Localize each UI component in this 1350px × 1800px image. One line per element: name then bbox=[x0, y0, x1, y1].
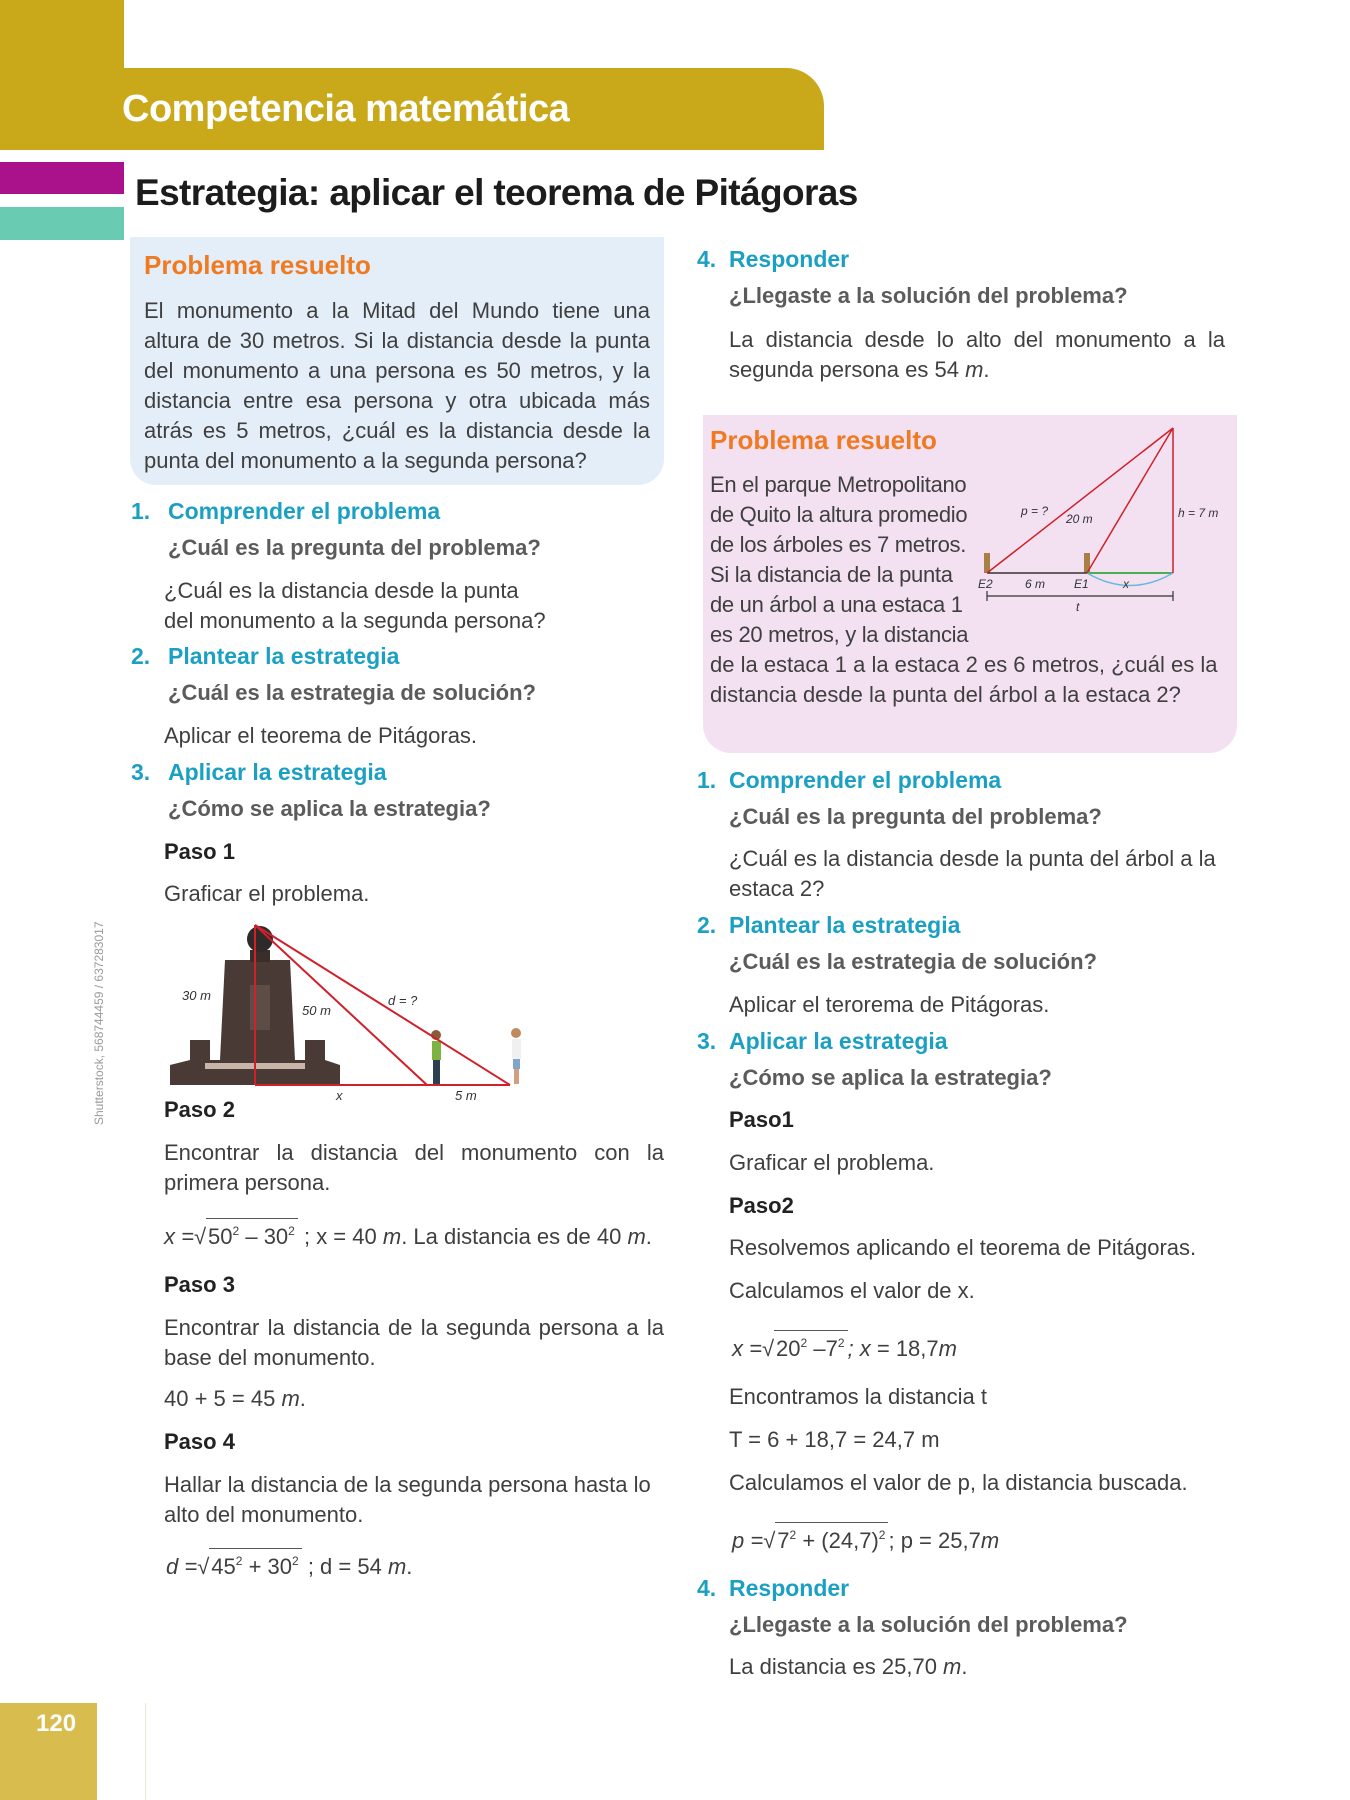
radicand: $45^2 + 30^2$ bbox=[209, 1548, 301, 1579]
step-number: 3. bbox=[697, 1028, 717, 1054]
step-4-top-question: ¿Llegaste a la solución del problema? bbox=[729, 283, 1128, 308]
height-label: 30 m bbox=[182, 988, 211, 1003]
t-formula: T = 6 + 18,7 = 24,7 m bbox=[729, 1427, 940, 1452]
monument-illustration bbox=[150, 915, 530, 1105]
step-2-answer: Aplicar el terorema de Pitágoras. bbox=[729, 992, 1050, 1017]
header-yellow-band bbox=[0, 0, 124, 150]
radicand: $7^2 + (24,7)^2$ bbox=[775, 1522, 888, 1553]
paso-2-text: Encontrar la distancia del monumento con la primera persona. bbox=[164, 1140, 664, 1195]
step-title: Plantear la estrategia bbox=[168, 643, 400, 669]
person-2-icon bbox=[511, 1028, 521, 1084]
step-2-heading bbox=[131, 643, 399, 670]
paso-2-line1: Resolvemos aplicando el teorema de Pitágoras. bbox=[729, 1235, 1197, 1260]
teal-tab bbox=[0, 207, 124, 240]
step-3-question: ¿Cómo se aplica la estrategia? bbox=[168, 796, 491, 821]
paso-2-label: Paso2 bbox=[729, 1193, 794, 1218]
problem-statement: El monumento a la Mitad del Mundo tiene una altura de 30 metros. Si la distancia desde la punta del monumento a una persona es 50 metros, y la distancia entre esa persona y otra ubicada más atrás es 5 metros, ¿cuál es la distancia desde la punta del monumento a la segunda persona? bbox=[144, 298, 650, 473]
paso-2-line5: Calculamos el valor de p, la distancia buscada. bbox=[729, 1470, 1188, 1495]
step-1-answer-line1: ¿Cuál es la distancia desde la punta bbox=[164, 578, 519, 603]
x-label: x bbox=[1123, 577, 1129, 591]
page-number: 120 bbox=[36, 1710, 77, 1737]
problem-box-heading: Problema resuelto bbox=[144, 250, 371, 280]
step-4-question: ¿Llegaste a la solución del problema? bbox=[729, 1612, 1128, 1637]
paso-3-formula: 40 + 5 = 45 m. bbox=[164, 1386, 306, 1411]
step-1-answer-line1: ¿Cuál es la distancia desde la punta del árbol a la bbox=[729, 846, 1216, 871]
step-2-answer: Aplicar el teorema de Pitágoras. bbox=[164, 723, 478, 748]
step-4-answer: La distancia es 25,70 m. bbox=[729, 1654, 968, 1679]
six-m-label: 6 m bbox=[1025, 577, 1046, 591]
paso-2-line2: Calculamos el valor de x. bbox=[729, 1278, 975, 1303]
p-label: p = ? bbox=[1021, 504, 1049, 518]
image-credit: Shutterstock, 568744459 / 637283017 bbox=[92, 921, 106, 1125]
step-number: 2. bbox=[697, 912, 717, 938]
step-4-top-answer: La distancia desde lo alto del monumento a la segunda persona es 54 m. bbox=[729, 327, 1225, 382]
radicand: $20^2$ $-7^2$ bbox=[774, 1330, 847, 1361]
gap-5m-label: 5 m bbox=[455, 1088, 477, 1103]
paso-1-label: Paso 1 bbox=[164, 839, 235, 864]
tree-problem-narrow-text: En el parque Metropolitano de Quito la altura promedio de los árboles es 7 metros. Si la distancia de la punta de un árbol a una estaca 1 es 20 metros, y la distancia bbox=[710, 472, 969, 647]
step-number: 4. bbox=[697, 1575, 717, 1601]
page-title: Estrategia: aplicar el teorema de Pitágoras bbox=[135, 172, 858, 213]
step-title: Comprender el problema bbox=[729, 767, 1002, 793]
step-2-heading bbox=[697, 912, 960, 939]
monument-diagram bbox=[150, 915, 530, 1105]
e1-label: E1 bbox=[1074, 577, 1089, 591]
tree-diagram bbox=[975, 418, 1230, 628]
radicand: $50^2 - 30^2$ bbox=[206, 1218, 298, 1249]
step-1-question: ¿Cuál es la pregunta del problema? bbox=[168, 535, 541, 560]
step-4-heading bbox=[697, 1575, 849, 1602]
x-formula: $x =√20^2$ $-7^2$ ; x = 18,7m bbox=[732, 1330, 957, 1362]
hypotenuse-20m-label: 20 m bbox=[1066, 512, 1093, 526]
gutter-divider bbox=[145, 1703, 146, 1800]
step-2-question: ¿Cuál es la estrategia de solución? bbox=[729, 949, 1097, 974]
hypotenuse-2-label: d = ? bbox=[388, 993, 418, 1008]
tree-triangle-illustration bbox=[975, 418, 1230, 628]
paso-1-text: Graficar el problema. bbox=[729, 1150, 935, 1175]
step-number: 1. bbox=[697, 767, 717, 793]
step-title: Plantear la estrategia bbox=[729, 912, 961, 938]
step-2-question: ¿Cuál es la estrategia de solución? bbox=[168, 680, 536, 705]
hypotenuse-1-label: 50 m bbox=[302, 1003, 331, 1018]
p-formula: $p =√7^2 + (24,7)^2$ ; p = 25,7m bbox=[732, 1522, 999, 1554]
paso-1-text: Graficar el problema. bbox=[164, 881, 370, 906]
step-title: Responder bbox=[729, 246, 850, 272]
paso-3-text: Encontrar la distancia de la segunda persona a la base del monumento. bbox=[164, 1315, 664, 1370]
step-number: 4. bbox=[697, 246, 717, 272]
step-number: 1. bbox=[131, 498, 151, 524]
paso-2-line3: Encontramos la distancia t bbox=[729, 1384, 988, 1409]
t-label: t bbox=[1076, 600, 1080, 614]
step-title: Aplicar la estrategia bbox=[168, 759, 387, 785]
paso-4-text: Hallar la distancia de la segunda persona hasta lo alto del monumento. bbox=[164, 1472, 651, 1527]
step-1-answer-line2: del monumento a la segunda persona? bbox=[164, 608, 546, 633]
step-3-question: ¿Cómo se aplica la estrategia? bbox=[729, 1065, 1052, 1090]
step-number: 3. bbox=[131, 759, 151, 785]
paso-2-label: Paso 2 bbox=[164, 1097, 235, 1122]
paso-3-label: Paso 3 bbox=[164, 1272, 235, 1297]
height-7m-label: h = 7 m bbox=[1178, 506, 1219, 520]
step-3-heading bbox=[697, 1028, 948, 1055]
paso-1-label: Paso1 bbox=[729, 1107, 794, 1132]
paso-2-formula: $x =√50^2 - 30^2$ ; x = 40 m. La distancia es de 40 m. bbox=[164, 1218, 652, 1250]
problem-box-heading: Problema resuelto bbox=[710, 425, 937, 455]
step-4-top-heading bbox=[697, 246, 849, 273]
step-title: Responder bbox=[729, 1575, 850, 1601]
step-number: 2. bbox=[131, 643, 151, 669]
step-1-heading bbox=[697, 767, 1001, 794]
base-x-label: x bbox=[336, 1088, 343, 1103]
paso-4-label: Paso 4 bbox=[164, 1429, 235, 1454]
e2-label: E2 bbox=[978, 577, 993, 591]
step-3-heading bbox=[131, 759, 387, 786]
paso-4-formula: $d =√45^2 + 30^2$ ; d = 54 m. bbox=[166, 1548, 412, 1580]
step-title: Aplicar la estrategia bbox=[729, 1028, 948, 1054]
step-1-heading bbox=[131, 498, 440, 525]
tree-problem-wide-text: de la estaca 1 a la estaca 2 es 6 metros, ¿cuál es la distancia desde la punta del árbol a la estaca 2? bbox=[710, 652, 1218, 707]
step-title: Comprender el problema bbox=[168, 498, 441, 524]
section-title: Competencia matemática bbox=[122, 88, 570, 130]
step-1-question: ¿Cuál es la pregunta del problema? bbox=[729, 804, 1102, 829]
step-1-answer-line2: estaca 2? bbox=[729, 876, 825, 901]
magenta-tab bbox=[0, 162, 124, 194]
stake-e2-icon bbox=[984, 553, 990, 573]
formula-lhs: x = bbox=[164, 1224, 194, 1249]
